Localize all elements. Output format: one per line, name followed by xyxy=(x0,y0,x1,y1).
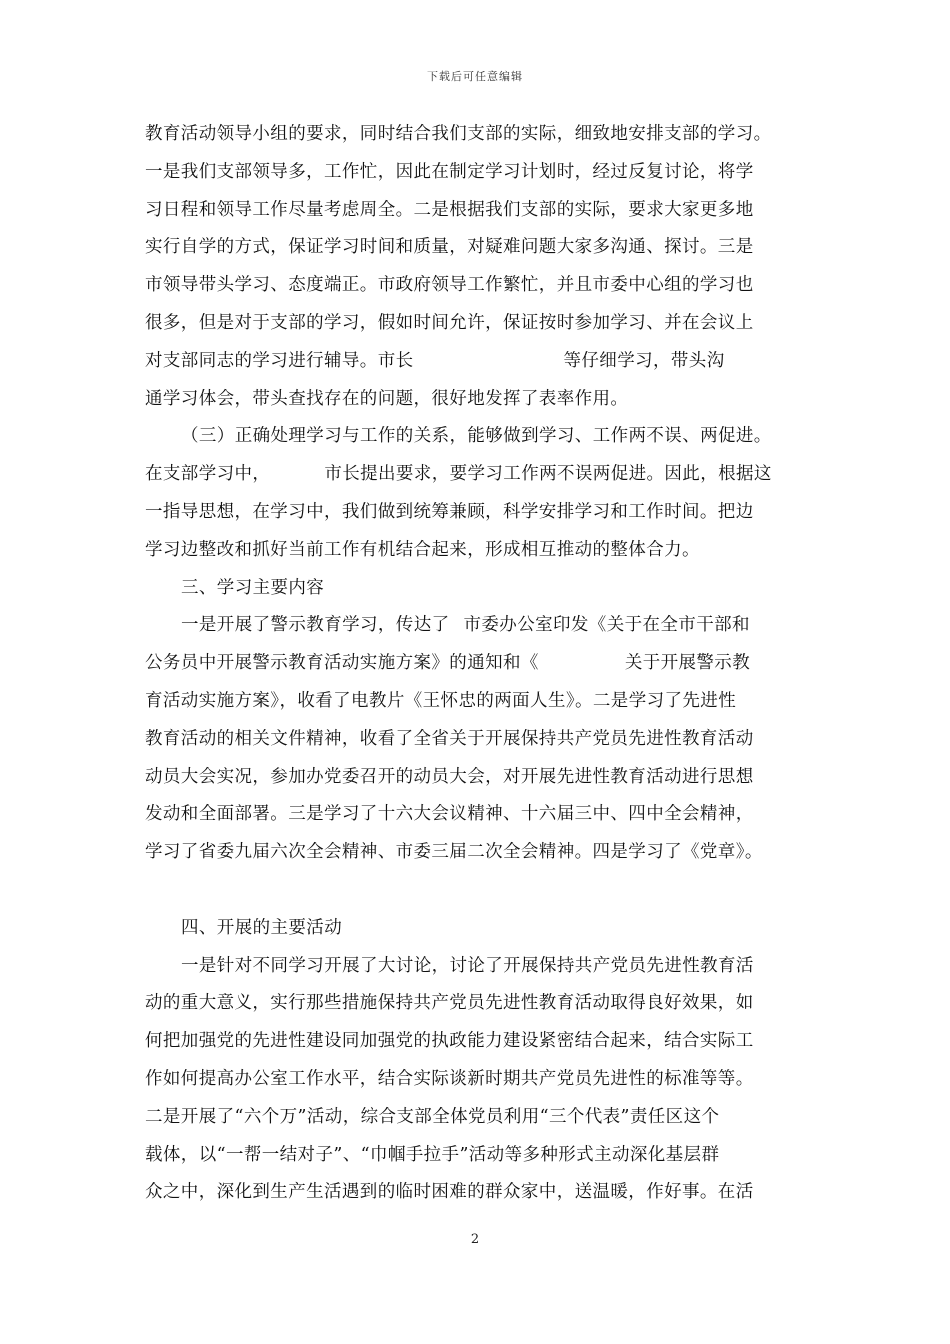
text-line: 实行自学的方式，保证学习时间和质量，对疑难问题大家多沟通、探讨。三是 xyxy=(145,237,754,258)
paragraph-start: 一是针对不同学习开展了大讨论，讨论了开展保持共产党员先进性教育活 xyxy=(181,955,754,976)
text-fragment: 市委办公室印发《关于在全市干部和 xyxy=(463,615,750,636)
text-line: 学习边整改和抓好当前工作有机结合起来，形成相互推动的整体合力。 xyxy=(145,539,700,560)
text-line: 很多，但是对于支部的学习，假如时间允许，保证按时参加学习、并在会议上 xyxy=(145,312,754,333)
text-line: 一是我们支部领导多，工作忙，因此在制定学习计划时，经过反复讨论，将学 xyxy=(145,161,754,182)
text-line: 市领导带头学习、态度端正。市政府领导工作繁忙，并且市委中心组的学习也 xyxy=(145,275,754,296)
text-line: 教育活动的相关文件精神，收看了全省关于开展保持共产党员先进性教育活动 xyxy=(145,728,754,749)
text-line-with-gap xyxy=(145,456,817,494)
text-line: 育活动实施方案》，收看了电教片《王怀忠的两面人生》。二是学习了先进性 xyxy=(145,690,737,711)
blank-line xyxy=(145,872,817,910)
document-body xyxy=(145,116,817,1212)
text-line: 众之中，深化到生产生活遇到的临时困难的群众家中，送温暖，作好事。在活 xyxy=(145,1182,754,1203)
text-line: 动员大会实况，参加办党委召开的动员大会，对开展先进性教育活动进行思想 xyxy=(145,766,754,787)
text-fragment: 市长提出要求，要学习工作两不误两促进。因此，根据这 xyxy=(324,464,772,485)
text-line: 二是开展了“六个万”活动，综合支部全体党员利用“三个代表”责任区这个 xyxy=(145,1106,720,1127)
text-fragment: 公务员中开展警示教育活动实施方案》的通知和《 xyxy=(145,653,539,674)
text-fragment: 关于开展警示教 xyxy=(624,653,751,674)
section-heading: 三、学习主要内容 xyxy=(181,577,325,598)
text-line: 何把加强党的先进性建设同加强党的执政能力建设紧密结合起来，结合实际工 xyxy=(145,1031,754,1052)
text-line: 动的重大意义，实行那些措施保持共产党员先进性教育活动取得良好效果，如 xyxy=(145,993,754,1014)
text-fragment: 对支部同志的学习进行辅导。市长 xyxy=(145,350,414,371)
text-fragment: 在支部学习中， xyxy=(145,464,271,485)
text-fragment: 等仔细学习，带头沟 xyxy=(563,350,725,371)
text-fragment: 一是开展了警示教育学习，传达了 xyxy=(181,615,450,636)
text-line: 作如何提高办公室工作水平，结合实际谈新时期共产党员先进性的标准等等。 xyxy=(145,1068,754,1089)
paragraph-start: （三）正确处理学习与工作的关系，能够做到学习、工作两不误、两促进。 xyxy=(181,426,772,447)
text-line: 教育活动领导小组的要求，同时结合我们支部的实际，细致地安排支部的学习。 xyxy=(145,124,772,144)
header-note: 下载后可任意编辑 xyxy=(427,70,523,83)
text-line: 发动和全面部署。三是学习了十六大会议精神、十六届三中、四中全会精神， xyxy=(145,804,754,825)
text-line-with-gap xyxy=(145,343,817,381)
text-line: 习日程和领导工作尽量考虑周全。二是根据我们支部的实际，要求大家更多地 xyxy=(145,199,754,220)
text-line: 一指导思想，在学习中，我们做到统筹兼顾，科学安排学习和工作时间。把边 xyxy=(145,501,754,522)
text-line: 通学习体会，带头查找存在的问题，很好地发挥了表率作用。 xyxy=(145,388,629,409)
text-line-with-gap xyxy=(145,607,817,645)
text-line-with-gap xyxy=(145,645,817,683)
page-number: 2 xyxy=(470,1232,480,1247)
section-heading: 四、开展的主要活动 xyxy=(181,917,343,938)
text-line: 载体，以“一帮一结对子”、“巾帼手拉手”活动等多种形式主动深化基层群 xyxy=(145,1144,720,1165)
text-line: 学习了省委九届六次全会精神、市委三届二次全会精神。四是学习了《党章》。 xyxy=(145,842,763,863)
